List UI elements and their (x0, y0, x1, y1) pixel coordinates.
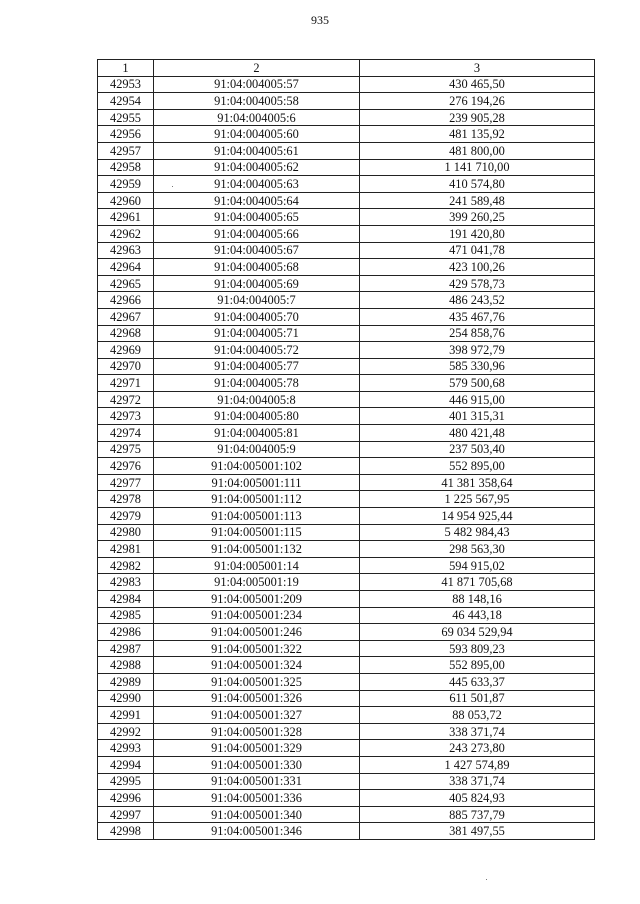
row-number-cell: 42994 (98, 756, 154, 773)
row-number-cell: 42982 (98, 557, 154, 574)
table-row (98, 375, 595, 392)
cadastral-number-cell: 91:04:004005:67 (154, 242, 360, 259)
value-cell: 481 135,92 (360, 126, 595, 143)
table-row (98, 458, 595, 475)
table-row (98, 76, 595, 93)
cadastral-number-cell: 91:04:004005:70 (154, 308, 360, 325)
row-number-cell: 42958 (98, 159, 154, 176)
cadastral-number-cell: 91:04:004005:58 (154, 93, 360, 110)
value-cell: 410 574,80 (360, 176, 595, 193)
registry-table (97, 59, 595, 840)
row-number-cell: 42957 (98, 142, 154, 159)
cadastral-number-cell: 91:04:004005:62 (154, 159, 360, 176)
cadastral-number-cell: 91:04:004005:71 (154, 325, 360, 342)
table-row (98, 176, 595, 193)
cadastral-number-cell: 91:04:004005:64 (154, 192, 360, 209)
table-row (98, 508, 595, 525)
cadastral-number-cell: 91:04:005001:112 (154, 491, 360, 508)
row-number-cell: 42954 (98, 93, 154, 110)
table-row (98, 790, 595, 807)
value-cell: 594 915,02 (360, 557, 595, 574)
table-row (98, 707, 595, 724)
cadastral-number-cell: 91:04:005001:336 (154, 790, 360, 807)
cadastral-number-cell: 91:04:004005:68 (154, 259, 360, 276)
column-header-cadastral: 2 (154, 60, 360, 77)
value-cell: 276 194,26 (360, 93, 595, 110)
table-row (98, 607, 595, 624)
row-number-cell: 42997 (98, 806, 154, 823)
column-header-number: 1 (98, 60, 154, 77)
value-cell: 88 148,16 (360, 591, 595, 608)
table-row (98, 358, 595, 375)
table-row (98, 474, 595, 491)
table-row (98, 640, 595, 657)
table-row (98, 126, 595, 143)
value-cell: 481 800,00 (360, 142, 595, 159)
row-number-cell: 42980 (98, 524, 154, 541)
table-row (98, 441, 595, 458)
row-number-cell: 42959 (98, 176, 154, 193)
cadastral-number-cell: 91:04:005001:19 (154, 574, 360, 591)
cadastral-number-cell: 91:04:004005:60 (154, 126, 360, 143)
row-number-cell: 42985 (98, 607, 154, 624)
cadastral-number-cell: 91:04:005001:329 (154, 740, 360, 757)
row-number-cell: 42984 (98, 591, 154, 608)
value-cell: 1 225 567,95 (360, 491, 595, 508)
value-cell: 239 905,28 (360, 109, 595, 126)
table-row (98, 491, 595, 508)
value-cell: 435 467,76 (360, 308, 595, 325)
value-cell: 5 482 984,43 (360, 524, 595, 541)
row-number-cell: 42962 (98, 225, 154, 242)
value-cell: 1 141 710,00 (360, 159, 595, 176)
table-row (98, 773, 595, 790)
value-cell: 241 589,48 (360, 192, 595, 209)
page-number: 935 (311, 13, 329, 27)
table-row (98, 159, 595, 176)
row-number-cell: 42979 (98, 508, 154, 525)
cadastral-number-cell: 91:04:005001:325 (154, 673, 360, 690)
value-cell: 298 563,30 (360, 541, 595, 558)
cadastral-number-cell: 91:04:004005:72 (154, 342, 360, 359)
value-cell: 399 260,25 (360, 209, 595, 226)
table-body (98, 76, 595, 839)
row-number-cell: 42996 (98, 790, 154, 807)
value-cell: 552 895,00 (360, 458, 595, 475)
value-cell: 338 371,74 (360, 773, 595, 790)
row-number-cell: 42987 (98, 640, 154, 657)
table-row (98, 657, 595, 674)
table-row (98, 308, 595, 325)
table-row (98, 806, 595, 823)
cadastral-number-cell: 91:04:005001:322 (154, 640, 360, 657)
table-row (98, 391, 595, 408)
table-row (98, 690, 595, 707)
value-cell: 486 243,52 (360, 292, 595, 309)
table-row (98, 225, 595, 242)
value-cell: 401 315,31 (360, 408, 595, 425)
row-number-cell: 42956 (98, 126, 154, 143)
table-row (98, 624, 595, 641)
row-number-cell: 42961 (98, 209, 154, 226)
table-row (98, 524, 595, 541)
table-row (98, 408, 595, 425)
row-number-cell: 42964 (98, 259, 154, 276)
cadastral-number-cell: 91:04:004005:6 (154, 109, 360, 126)
value-cell: 243 273,80 (360, 740, 595, 757)
value-cell: 254 858,76 (360, 325, 595, 342)
table-row (98, 109, 595, 126)
value-cell: 593 809,23 (360, 640, 595, 657)
value-cell: 885 737,79 (360, 806, 595, 823)
value-cell: 338 371,74 (360, 723, 595, 740)
row-number-cell: 42991 (98, 707, 154, 724)
row-number-cell: 42995 (98, 773, 154, 790)
value-cell: 429 578,73 (360, 275, 595, 292)
value-cell: 423 100,26 (360, 259, 595, 276)
cadastral-number-cell: 91:04:005001:14 (154, 557, 360, 574)
cadastral-number-cell: 91:04:005001:132 (154, 541, 360, 558)
cadastral-number-cell: 91:04:005001:113 (154, 508, 360, 525)
table-row (98, 242, 595, 259)
value-cell: 41 871 705,68 (360, 574, 595, 591)
cadastral-number-cell: 91:04:005001:327 (154, 707, 360, 724)
row-number-cell: 42998 (98, 823, 154, 840)
cadastral-number-cell: 91:04:004005:7 (154, 292, 360, 309)
row-number-cell: 42974 (98, 425, 154, 442)
row-number-cell: 42955 (98, 109, 154, 126)
cadastral-number-cell: 91:04:004005:9 (154, 441, 360, 458)
table-row (98, 93, 595, 110)
cadastral-number-cell: 91:04:004005:61 (154, 142, 360, 159)
table-row (98, 541, 595, 558)
cadastral-number-cell: 91:04:005001:209 (154, 591, 360, 608)
cadastral-number-cell: 91:04:005001:346 (154, 823, 360, 840)
table-row (98, 425, 595, 442)
cadastral-number-cell: 91:04:005001:330 (154, 756, 360, 773)
row-number-cell: 42988 (98, 657, 154, 674)
row-number-cell: 42986 (98, 624, 154, 641)
value-cell: 88 053,72 (360, 707, 595, 724)
row-number-cell: 42973 (98, 408, 154, 425)
row-number-cell: 42983 (98, 574, 154, 591)
value-cell: 480 421,48 (360, 425, 595, 442)
row-number-cell: 42978 (98, 491, 154, 508)
row-number-cell: 42989 (98, 673, 154, 690)
row-number-cell: 42967 (98, 308, 154, 325)
table-row (98, 142, 595, 159)
row-number-cell: 42976 (98, 458, 154, 475)
value-cell: 14 954 925,44 (360, 508, 595, 525)
value-cell: 46 443,18 (360, 607, 595, 624)
table-row (98, 756, 595, 773)
value-cell: 398 972,79 (360, 342, 595, 359)
cadastral-number-cell: 91:04:005001:331 (154, 773, 360, 790)
table-row (98, 292, 595, 309)
row-number-cell: 42969 (98, 342, 154, 359)
cadastral-number-cell: 91:04:005001:246 (154, 624, 360, 641)
row-number-cell: 42977 (98, 474, 154, 491)
table-row (98, 325, 595, 342)
table-row (98, 209, 595, 226)
cadastral-number-cell: 91:04:004005:78 (154, 375, 360, 392)
value-cell: 611 501,87 (360, 690, 595, 707)
cadastral-number-cell: 91:04:005001:102 (154, 458, 360, 475)
row-number-cell: 42970 (98, 358, 154, 375)
table-row (98, 259, 595, 276)
row-number-cell: 42990 (98, 690, 154, 707)
row-number-cell: 42975 (98, 441, 154, 458)
table-row (98, 275, 595, 292)
cadastral-number-cell: 91:04:004005:66 (154, 225, 360, 242)
table-row (98, 673, 595, 690)
value-cell: 237 503,40 (360, 441, 595, 458)
table-row (98, 723, 595, 740)
scan-speck (172, 186, 173, 187)
header-row (98, 60, 595, 77)
value-cell: 1 427 574,89 (360, 756, 595, 773)
cadastral-number-cell: 91:04:004005:65 (154, 209, 360, 226)
value-cell: 381 497,55 (360, 823, 595, 840)
cadastral-number-cell: 91:04:004005:8 (154, 391, 360, 408)
row-number-cell: 42992 (98, 723, 154, 740)
value-cell: 405 824,93 (360, 790, 595, 807)
cadastral-number-cell: 91:04:004005:81 (154, 425, 360, 442)
scan-speck (486, 879, 487, 880)
cadastral-number-cell: 91:04:004005:77 (154, 358, 360, 375)
row-number-cell: 42968 (98, 325, 154, 342)
table-header (98, 60, 595, 77)
row-number-cell: 42965 (98, 275, 154, 292)
table-row (98, 823, 595, 840)
row-number-cell: 42966 (98, 292, 154, 309)
cadastral-number-cell: 91:04:004005:80 (154, 408, 360, 425)
row-number-cell: 42971 (98, 375, 154, 392)
cadastral-number-cell: 91:04:004005:69 (154, 275, 360, 292)
row-number-cell: 42972 (98, 391, 154, 408)
value-cell: 471 041,78 (360, 242, 595, 259)
table-row (98, 192, 595, 209)
column-header-value: 3 (360, 60, 595, 77)
cadastral-number-cell: 91:04:005001:234 (154, 607, 360, 624)
cadastral-number-cell: 91:04:005001:328 (154, 723, 360, 740)
row-number-cell: 42963 (98, 242, 154, 259)
table-row (98, 557, 595, 574)
value-cell: 191 420,80 (360, 225, 595, 242)
row-number-cell: 42981 (98, 541, 154, 558)
cadastral-number-cell: 91:04:005001:326 (154, 690, 360, 707)
table-row (98, 342, 595, 359)
value-cell: 69 034 529,94 (360, 624, 595, 641)
table-row (98, 740, 595, 757)
value-cell: 552 895,00 (360, 657, 595, 674)
table-row (98, 574, 595, 591)
cadastral-number-cell: 91:04:004005:63 (154, 176, 360, 193)
cadastral-number-cell: 91:04:005001:115 (154, 524, 360, 541)
row-number-cell: 42993 (98, 740, 154, 757)
value-cell: 579 500,68 (360, 375, 595, 392)
value-cell: 430 465,50 (360, 76, 595, 93)
value-cell: 445 633,37 (360, 673, 595, 690)
cadastral-number-cell: 91:04:005001:324 (154, 657, 360, 674)
value-cell: 446 915,00 (360, 391, 595, 408)
value-cell: 585 330,96 (360, 358, 595, 375)
cadastral-number-cell: 91:04:004005:57 (154, 76, 360, 93)
cadastral-number-cell: 91:04:005001:340 (154, 806, 360, 823)
cadastral-number-cell: 91:04:005001:111 (154, 474, 360, 491)
row-number-cell: 42960 (98, 192, 154, 209)
row-number-cell: 42953 (98, 76, 154, 93)
value-cell: 41 381 358,64 (360, 474, 595, 491)
table-row (98, 591, 595, 608)
